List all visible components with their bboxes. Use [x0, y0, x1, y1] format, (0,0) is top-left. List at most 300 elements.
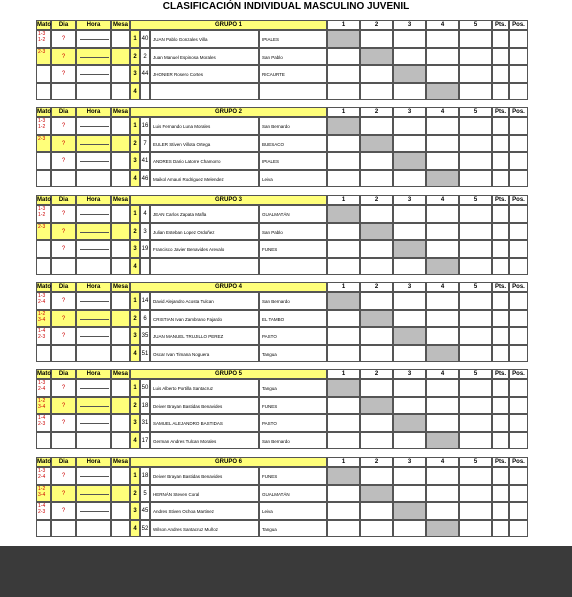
player-name: German Andres Tulcan Morales [150, 432, 259, 450]
result-cell [327, 502, 360, 520]
result-cell [509, 432, 528, 450]
match-pair: 1-3 [38, 293, 46, 299]
match-pair: 1-4 [38, 415, 46, 421]
result-cell [459, 292, 492, 310]
match-pair: 2-3 [38, 48, 46, 55]
hour-cell [76, 292, 111, 310]
player-club: Leiva [259, 502, 327, 520]
result-cell [492, 502, 509, 520]
player-seed: 41 [140, 152, 150, 170]
result-cell [492, 467, 509, 485]
day-cell: ? [51, 65, 76, 83]
player-club: PASTO [259, 414, 327, 432]
hour-line [80, 494, 109, 495]
header-c3: 3 [393, 369, 426, 379]
player-name: Francisco Javier Benavides Arevalo [150, 240, 259, 258]
result-cell [426, 152, 459, 170]
header-pts: Pts. [492, 369, 509, 379]
player-club: EL TAMBO [259, 310, 327, 328]
result-cell [426, 223, 459, 241]
result-cell [459, 152, 492, 170]
header-c3: 3 [393, 20, 426, 30]
result-cell [327, 65, 360, 83]
table-cell [111, 432, 130, 450]
match-pair: 1-2 [38, 212, 46, 218]
player-seed: 44 [140, 65, 150, 83]
result-cell [327, 170, 360, 188]
hour-cell [76, 502, 111, 520]
day-cell: ? [51, 414, 76, 432]
result-cell [360, 292, 393, 310]
result-cell [360, 467, 393, 485]
result-cell [327, 485, 360, 503]
player-club: Tangua [259, 345, 327, 363]
result-cell [459, 135, 492, 153]
match-cell [36, 152, 51, 170]
player-club: Leiva [259, 170, 327, 188]
hour-cell [76, 485, 111, 503]
hour-line [80, 214, 109, 215]
result-cell [360, 170, 393, 188]
result-cell [360, 65, 393, 83]
result-cell [327, 520, 360, 538]
player-seed: 3 [140, 223, 150, 241]
result-cell [393, 520, 426, 538]
player-club: FUNES [259, 240, 327, 258]
header-grp: GRUPO 5 [130, 369, 327, 379]
header-pos: Pos. [509, 20, 528, 30]
result-cell [509, 170, 528, 188]
result-cell [426, 520, 459, 538]
result-cell [492, 30, 509, 48]
header-hora: Hora [76, 369, 111, 379]
result-cell [393, 205, 426, 223]
result-cell [360, 327, 393, 345]
result-cell [492, 520, 509, 538]
match-pair: 2-3 [38, 509, 46, 515]
player-name: Deiver Brayan Bastidas Benavides [150, 467, 259, 485]
player-club: San Pablo [259, 223, 327, 241]
result-cell [492, 345, 509, 363]
hour-cell [76, 379, 111, 397]
header-c5: 5 [459, 195, 492, 205]
table-cell [111, 65, 130, 83]
hour-line [80, 74, 109, 75]
hour-cell [76, 135, 111, 153]
result-cell [327, 135, 360, 153]
hour-cell [76, 223, 111, 241]
result-cell [492, 414, 509, 432]
day-cell: ? [51, 30, 76, 48]
header-c1: 1 [327, 282, 360, 292]
match-cell [36, 240, 51, 258]
header-c2: 2 [360, 369, 393, 379]
player-name [150, 83, 259, 101]
match-pair: 1-3 [38, 206, 46, 212]
header-c3: 3 [393, 457, 426, 467]
hour-cell [76, 83, 111, 101]
header-mesa: Mesa [112, 109, 128, 115]
result-cell [327, 83, 360, 101]
result-cell [492, 83, 509, 101]
result-cell [492, 292, 509, 310]
result-cell [459, 397, 492, 415]
result-cell [492, 432, 509, 450]
result-cell [360, 205, 393, 223]
player-club: Tangua [259, 520, 327, 538]
hour-line [80, 161, 109, 162]
match-cell [36, 30, 51, 48]
result-cell [492, 170, 509, 188]
result-cell [459, 520, 492, 538]
result-cell [426, 397, 459, 415]
player-club: RICAURTE [259, 65, 327, 83]
result-cell [360, 345, 393, 363]
day-cell [51, 520, 76, 538]
header-dia: Dia [51, 20, 76, 30]
table-cell [111, 240, 130, 258]
group-block [36, 282, 528, 363]
hour-line [80, 423, 109, 424]
header-c2: 2 [360, 282, 393, 292]
result-cell [393, 310, 426, 328]
hour-cell [76, 345, 111, 363]
player-name: JHONIER Rosero Cortes [150, 65, 259, 83]
player-seed: 17 [140, 432, 150, 450]
header-mato: Mato [37, 284, 51, 290]
result-cell [393, 467, 426, 485]
hour-line [80, 301, 109, 302]
player-position: 1 [130, 117, 140, 135]
table-cell [111, 223, 130, 241]
hour-line [80, 144, 109, 145]
table-cell [111, 502, 130, 520]
day-cell: ? [51, 485, 76, 503]
player-name: Andres Stiven Ochoa Martinez [150, 502, 259, 520]
player-club: FUNES [259, 467, 327, 485]
result-cell [459, 345, 492, 363]
player-name: CRISTIAN Ivan Zambrano Fajardo [150, 310, 259, 328]
result-cell [509, 83, 528, 101]
result-cell [360, 83, 393, 101]
result-cell [426, 83, 459, 101]
match-cell [36, 65, 51, 83]
player-seed: 14 [140, 292, 150, 310]
result-cell [426, 414, 459, 432]
result-cell [509, 345, 528, 363]
match-cell [36, 432, 51, 450]
header-mesa: Mesa [112, 284, 128, 290]
header-c4: 4 [426, 369, 459, 379]
result-cell [327, 467, 360, 485]
player-position: 3 [130, 65, 140, 83]
header-pts: Pts. [492, 195, 509, 205]
player-position: 2 [130, 485, 140, 503]
player-name: Wilson Andres Santacruz Muñoz [150, 520, 259, 538]
result-cell [509, 467, 528, 485]
result-cell [360, 135, 393, 153]
player-position: 1 [130, 205, 140, 223]
hour-cell [76, 310, 111, 328]
match-pair: 2-3 [38, 223, 46, 230]
player-name: Juan Manuel Espinosa Morales [150, 48, 259, 66]
result-cell [327, 292, 360, 310]
header-c5: 5 [459, 282, 492, 292]
player-name [150, 258, 259, 276]
result-cell [509, 30, 528, 48]
header-c3: 3 [393, 195, 426, 205]
result-cell [459, 310, 492, 328]
result-cell [509, 485, 528, 503]
day-cell: ? [51, 379, 76, 397]
day-cell [51, 83, 76, 101]
result-cell [360, 379, 393, 397]
day-cell: ? [51, 327, 76, 345]
header-grp: GRUPO 4 [130, 282, 327, 292]
hour-line [80, 232, 109, 233]
result-cell [426, 327, 459, 345]
group-block [36, 195, 528, 276]
result-cell [509, 205, 528, 223]
result-cell [509, 258, 528, 276]
player-seed: 2 [140, 48, 150, 66]
result-cell [360, 30, 393, 48]
result-cell [327, 345, 360, 363]
match-cell [36, 327, 51, 345]
table-cell [111, 117, 130, 135]
result-cell [393, 432, 426, 450]
result-cell [393, 170, 426, 188]
result-cell [426, 502, 459, 520]
match-pair: 1-3 [38, 380, 46, 386]
hour-cell [76, 432, 111, 450]
table-cell [111, 310, 130, 328]
hour-line [80, 39, 109, 40]
result-cell [426, 48, 459, 66]
player-name: Luis Fernando Luna Morales [150, 117, 259, 135]
result-cell [393, 397, 426, 415]
header-c1: 1 [327, 195, 360, 205]
table-cell [111, 30, 130, 48]
result-cell [459, 379, 492, 397]
hour-line [80, 336, 109, 337]
player-position: 2 [130, 223, 140, 241]
player-position: 4 [130, 83, 140, 101]
day-cell: ? [51, 292, 76, 310]
player-position: 2 [130, 397, 140, 415]
player-seed: 46 [140, 170, 150, 188]
match-pair: 2-4 [38, 386, 46, 392]
result-cell [426, 117, 459, 135]
player-seed: 52 [140, 520, 150, 538]
result-cell [393, 292, 426, 310]
header-dia: Dia [51, 457, 76, 467]
player-seed [140, 258, 150, 276]
result-cell [426, 170, 459, 188]
player-position: 3 [130, 502, 140, 520]
header-c5: 5 [459, 20, 492, 30]
match-cell [36, 397, 51, 415]
header-mato: Mato [37, 197, 51, 203]
match-cell [36, 83, 51, 101]
result-cell [459, 467, 492, 485]
result-cell [393, 83, 426, 101]
header-c2: 2 [360, 195, 393, 205]
hour-line [80, 388, 109, 389]
result-cell [360, 152, 393, 170]
player-name: JEAN Carlos Zapata Mafla [150, 205, 259, 223]
result-cell [327, 397, 360, 415]
player-name: EULER Stiven Villota Ortega [150, 135, 259, 153]
result-cell [327, 117, 360, 135]
day-cell [51, 258, 76, 276]
header-c1: 1 [327, 20, 360, 30]
result-cell [393, 345, 426, 363]
match-cell [36, 205, 51, 223]
result-cell [327, 48, 360, 66]
result-cell [509, 135, 528, 153]
player-position: 1 [130, 292, 140, 310]
match-cell [36, 379, 51, 397]
player-position: 4 [130, 170, 140, 188]
result-cell [492, 310, 509, 328]
player-name: Luis Alberto Portilla Santacruz [150, 379, 259, 397]
header-pts: Pts. [492, 282, 509, 292]
table-cell [111, 485, 130, 503]
player-club: San Bernardo [259, 117, 327, 135]
result-cell [509, 379, 528, 397]
hour-cell [76, 467, 111, 485]
result-cell [492, 397, 509, 415]
day-cell: ? [51, 205, 76, 223]
header-dia: Dia [51, 195, 76, 205]
header-grp: GRUPO 3 [130, 195, 327, 205]
player-seed: 35 [140, 327, 150, 345]
result-cell [459, 30, 492, 48]
result-cell [327, 30, 360, 48]
result-cell [393, 30, 426, 48]
match-cell [36, 520, 51, 538]
header-pts: Pts. [492, 107, 509, 117]
day-cell: ? [51, 223, 76, 241]
result-cell [360, 223, 393, 241]
day-cell: ? [51, 467, 76, 485]
result-cell [459, 117, 492, 135]
player-seed: 18 [140, 467, 150, 485]
player-seed: 51 [140, 345, 150, 363]
header-c4: 4 [426, 195, 459, 205]
header-mato: Mato [37, 371, 51, 377]
header-c4: 4 [426, 107, 459, 117]
footer-bar [0, 546, 572, 597]
player-seed: 5 [140, 485, 150, 503]
group-block [36, 457, 528, 538]
day-cell: ? [51, 397, 76, 415]
player-position: 2 [130, 310, 140, 328]
result-cell [459, 258, 492, 276]
result-cell [492, 48, 509, 66]
result-cell [509, 397, 528, 415]
match-cell [36, 502, 51, 520]
result-cell [360, 502, 393, 520]
result-cell [509, 310, 528, 328]
hour-cell [76, 117, 111, 135]
result-cell [393, 135, 426, 153]
day-cell: ? [51, 48, 76, 66]
player-position: 3 [130, 414, 140, 432]
header-c4: 4 [426, 457, 459, 467]
match-cell [36, 310, 51, 328]
group-block [36, 20, 528, 101]
player-position: 3 [130, 327, 140, 345]
match-pair: 2-3 [38, 421, 46, 427]
player-seed: 4 [140, 205, 150, 223]
player-position: 2 [130, 135, 140, 153]
header-hora: Hora [76, 282, 111, 292]
header-c3: 3 [393, 282, 426, 292]
result-cell [426, 467, 459, 485]
player-position: 3 [130, 240, 140, 258]
hour-cell [76, 30, 111, 48]
player-club: PASTO [259, 327, 327, 345]
player-club [259, 83, 327, 101]
hour-line [80, 511, 109, 512]
match-pair: 1-2 [38, 124, 46, 130]
result-cell [360, 432, 393, 450]
table-cell [111, 397, 130, 415]
player-club: Tangua [259, 379, 327, 397]
result-cell [492, 65, 509, 83]
result-cell [327, 310, 360, 328]
hour-cell [76, 152, 111, 170]
result-cell [459, 205, 492, 223]
player-seed: 19 [140, 240, 150, 258]
result-cell [360, 310, 393, 328]
header-pos: Pos. [509, 107, 528, 117]
hour-cell [76, 520, 111, 538]
result-cell [426, 292, 459, 310]
player-club [259, 258, 327, 276]
day-cell [51, 345, 76, 363]
player-club: GUALMATÁN [259, 485, 327, 503]
match-pair: 2-4 [38, 299, 46, 305]
player-seed: 6 [140, 310, 150, 328]
result-cell [492, 258, 509, 276]
header-c2: 2 [360, 457, 393, 467]
result-cell [426, 65, 459, 83]
table-cell [111, 345, 130, 363]
result-cell [393, 485, 426, 503]
player-club: IPIALES [259, 30, 327, 48]
header-c2: 2 [360, 107, 393, 117]
result-cell [459, 48, 492, 66]
result-cell [492, 240, 509, 258]
header-hora: Hora [76, 457, 111, 467]
result-cell [459, 83, 492, 101]
hour-line [80, 57, 109, 58]
result-cell [509, 520, 528, 538]
result-cell [492, 379, 509, 397]
result-cell [393, 379, 426, 397]
table-cell [111, 152, 130, 170]
day-cell [51, 170, 76, 188]
match-pair: 3-4 [38, 491, 46, 498]
match-cell [36, 117, 51, 135]
header-c5: 5 [459, 457, 492, 467]
result-cell [360, 240, 393, 258]
result-cell [393, 240, 426, 258]
player-position: 4 [130, 520, 140, 538]
